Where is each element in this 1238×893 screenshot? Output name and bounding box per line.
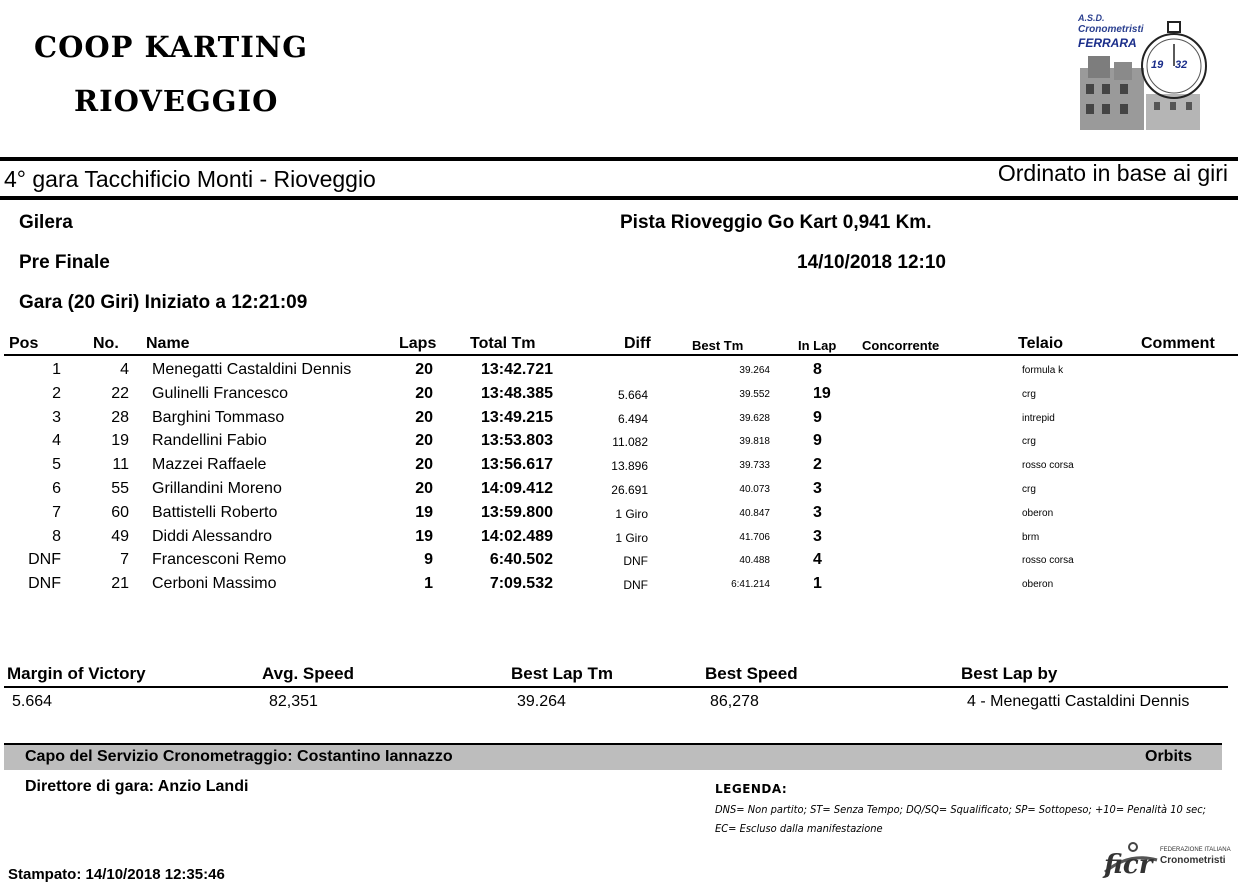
row-chassis: rosso corsa: [1022, 460, 1074, 472]
row-driver-name: Battistelli Roberto: [152, 503, 278, 521]
row-pos: 5: [52, 456, 61, 474]
row-driver-name: Cerboni Massimo: [152, 575, 277, 593]
row-laps: 20: [415, 480, 433, 497]
row-in-lap: 3: [813, 480, 822, 497]
row-pos: 4: [52, 432, 61, 450]
row-diff: 6.494: [617, 411, 648, 426]
row-chassis: rosso corsa: [1022, 555, 1074, 567]
row-best-time: 40.073: [739, 484, 770, 495]
ficr-cronometristi: Cronometristi: [1160, 855, 1226, 866]
row-diff: 5.664: [617, 387, 648, 402]
row-total-time: 13:56.617: [480, 456, 553, 474]
col-no-header: No.: [93, 335, 119, 352]
row-driver-name: Randellini Fabio: [152, 432, 267, 450]
row-best-time: 39.264: [739, 365, 770, 376]
row-laps: 20: [415, 456, 433, 474]
row-total-time: 6:40.502: [489, 551, 553, 569]
col-telaio-header: Telaio: [1018, 335, 1064, 352]
best-speed-label: Best Speed: [705, 664, 798, 683]
session-name: Pre Finale: [19, 252, 110, 273]
avg-speed-label: Avg. Speed: [262, 664, 354, 683]
col-total-header: Total Tm: [470, 335, 536, 352]
row-in-lap: 1: [813, 575, 822, 593]
row-in-lap: 9: [813, 408, 822, 426]
row-diff: DNF: [623, 554, 648, 569]
row-number: 28: [111, 408, 129, 426]
track-name: Pista Rioveggio Go Kart 0,941 Km.: [620, 212, 932, 233]
session-datetime: 14/10/2018 12:10: [797, 252, 946, 273]
row-laps: 19: [415, 527, 433, 545]
row-diff: 26.691: [611, 483, 648, 497]
row-number: 22: [111, 384, 129, 402]
best-lap-label: Best Lap Tm: [511, 664, 614, 683]
row-pos: 3: [52, 408, 61, 426]
sort-order: Ordinato in base ai giri: [997, 160, 1228, 186]
row-number: 19: [111, 432, 129, 450]
row-pos: DNF: [28, 551, 61, 569]
row-laps: 19: [415, 503, 433, 521]
row-number: 49: [111, 527, 129, 545]
row-total-time: 13:42.721: [480, 361, 553, 378]
row-pos: 8: [52, 527, 61, 545]
row-driver-name: Grillandini Moreno: [152, 480, 282, 497]
row-chassis: crg: [1022, 388, 1036, 400]
logo-year-b: 32: [1175, 59, 1188, 71]
row-laps: 20: [415, 384, 433, 402]
row-best-time: 39.552: [739, 388, 770, 400]
col-diff-header: Diff: [624, 335, 651, 352]
row-number: 7: [120, 551, 129, 569]
logo-name: Cronometristi: [1078, 24, 1144, 35]
event-title: 4° gara Tacchificio Monti - Rioveggio: [4, 166, 376, 192]
row-in-lap: 3: [813, 527, 822, 545]
row-chassis: brm: [1022, 531, 1040, 543]
row-total-time: 13:48.385: [480, 384, 553, 402]
row-in-lap: 19: [813, 384, 831, 402]
title-bottom-rule: [0, 196, 1238, 200]
orbits-label: Orbits: [1145, 748, 1193, 765]
race-info: Gara (20 Giri) Iniziato a 12:21:09: [19, 292, 308, 313]
printed-timestamp: Stampato: 14/10/2018 12:35:46: [8, 866, 225, 883]
row-total-time: 13:59.800: [480, 503, 553, 521]
row-in-lap: 9: [813, 432, 822, 450]
row-best-time: 39.733: [739, 460, 770, 472]
row-diff: 13.896: [611, 459, 648, 474]
row-diff: DNF: [623, 578, 648, 593]
club-name-line1: COOP KARTING: [34, 30, 309, 64]
row-total-time: 14:02.489: [480, 527, 553, 545]
stats-rule: [4, 686, 1228, 688]
best-speed-value: 86,278: [710, 693, 759, 710]
row-in-lap: 3: [813, 503, 822, 521]
row-best-time: 40.488: [739, 555, 770, 567]
row-laps: 1: [424, 575, 433, 593]
row-diff: 1 Giro: [615, 530, 648, 545]
row-in-lap: 8: [813, 361, 822, 378]
row-laps: 20: [415, 361, 433, 378]
col-comment-header: Comment: [1141, 335, 1215, 352]
row-number: 4: [120, 361, 129, 378]
avg-speed-value: 82,351: [269, 693, 318, 710]
ficr-federation: FEDERAZIONE ITALIANA: [1160, 847, 1231, 853]
row-pos: DNF: [28, 575, 61, 593]
club-name-line2: RIOVEGGIO: [74, 84, 279, 118]
col-concorrente-header: Concorrente: [862, 338, 940, 353]
logo-year-a: 19: [1151, 59, 1164, 71]
row-number: 60: [111, 503, 129, 521]
row-pos: 2: [52, 384, 61, 402]
row-driver-name: Francesconi Remo: [152, 551, 287, 569]
legend-line-1: DNS= Non partito; ST= Senza Tempo; DQ/SQ= Squalificato; SP= Sottopeso; +10= Penalità 10 sec;: [715, 803, 1207, 816]
logo-city: FERRARA: [1078, 36, 1137, 50]
row-number: 55: [111, 480, 129, 497]
col-best-header: Best Tm: [692, 338, 744, 353]
ficr-mark: ficr: [1104, 850, 1153, 880]
row-chassis: crg: [1022, 484, 1036, 495]
chief-timekeeper: Capo del Servizio Cronometraggio: Costantino Iannazzo: [25, 748, 453, 765]
row-number: 11: [112, 456, 129, 474]
margin-label: Margin of Victory: [7, 664, 146, 683]
row-best-time: 39.628: [739, 412, 770, 424]
row-best-time: 6:41.214: [731, 579, 770, 591]
row-total-time: 13:49.215: [480, 408, 553, 426]
row-laps: 20: [415, 432, 433, 450]
best-lap-by-label: Best Lap by: [961, 664, 1058, 683]
row-driver-name: Gulinelli Francesco: [152, 384, 289, 402]
row-laps: 20: [415, 408, 433, 426]
row-best-time: 39.818: [739, 436, 770, 448]
row-in-lap: 4: [813, 551, 822, 569]
row-in-lap: 2: [813, 456, 822, 474]
row-chassis: oberon: [1022, 579, 1054, 591]
row-chassis: oberon: [1022, 507, 1054, 519]
row-chassis: formula k: [1022, 365, 1064, 376]
logo-asd: A.S.D.: [1078, 13, 1105, 23]
row-pos: 1: [52, 361, 61, 378]
row-driver-name: Barghini Tommaso: [152, 408, 285, 426]
row-total-time: 13:53.803: [480, 432, 553, 450]
row-total-time: 7:09.532: [489, 575, 553, 593]
row-laps: 9: [424, 551, 433, 569]
col-laps-header: Laps: [399, 335, 437, 352]
row-best-time: 41.706: [739, 531, 770, 543]
legend-line-2: EC= Escluso dalla manifestazione: [715, 822, 883, 835]
row-chassis: crg: [1022, 436, 1036, 448]
col-name-header: Name: [146, 335, 190, 352]
col-inlap-header: In Lap: [798, 338, 837, 353]
col-pos-header: Pos: [9, 335, 39, 352]
row-driver-name: Diddi Alessandro: [152, 527, 273, 545]
table-header-rule: [4, 354, 1238, 356]
row-best-time: 40.847: [739, 507, 770, 519]
best-lap-by-value: 4 - Menegatti Castaldini Dennis: [967, 693, 1190, 710]
row-driver-name: Menegatti Castaldini Dennis: [152, 361, 352, 378]
row-number: 21: [111, 575, 129, 593]
race-director: Direttore di gara: Anzio Landi: [25, 778, 249, 795]
row-diff: 1 Giro: [615, 506, 648, 521]
best-lap-value: 39.264: [517, 693, 566, 710]
legend-title: LEGENDA:: [715, 782, 788, 796]
row-driver-name: Mazzei Raffaele: [152, 456, 267, 474]
row-pos: 7: [52, 503, 61, 521]
row-diff: 11.082: [612, 435, 648, 450]
row-pos: 6: [52, 480, 61, 497]
row-total-time: 14:09.412: [480, 480, 553, 497]
class-name: Gilera: [19, 212, 73, 233]
margin-value: 5.664: [12, 693, 53, 710]
row-chassis: intrepid: [1022, 412, 1055, 424]
